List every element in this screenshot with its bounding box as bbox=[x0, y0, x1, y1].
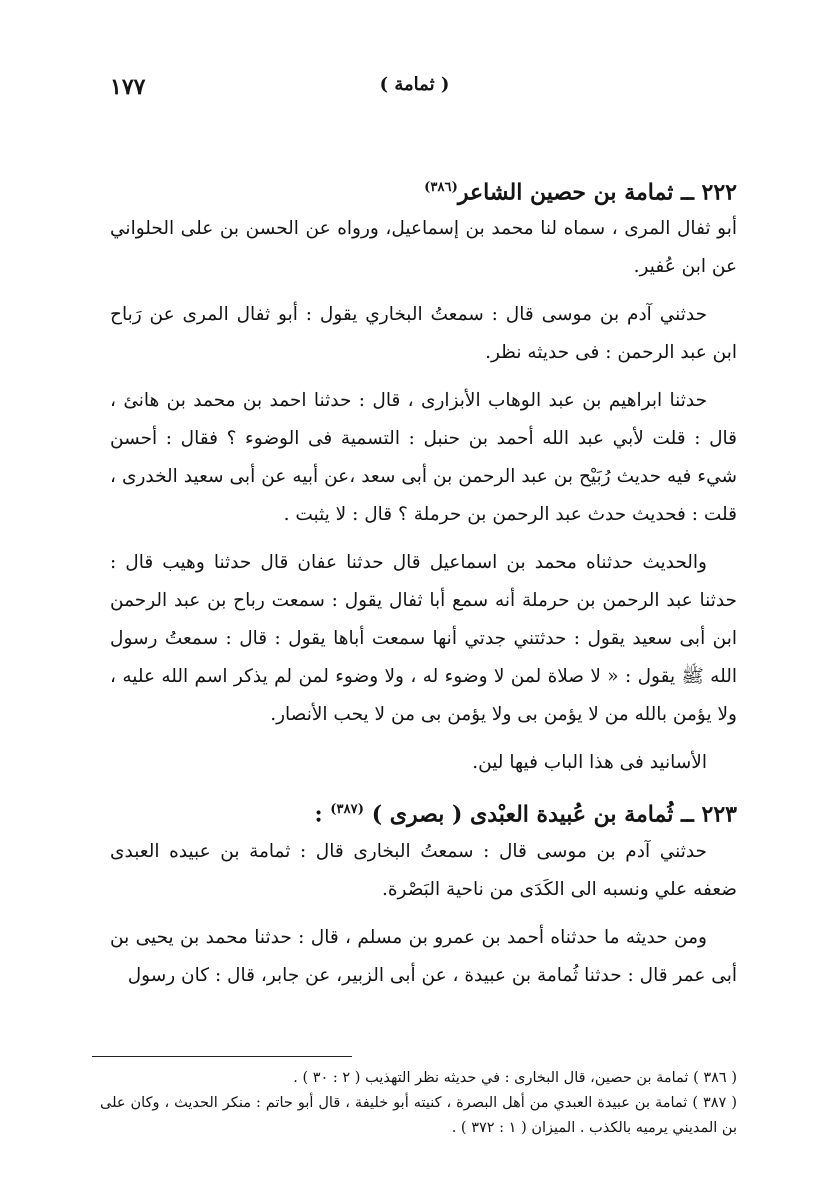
paragraph: أبو ثفال المرى ، سماه لنا محمد بن إسماعيل، ورواه عن الحسن بن على الحلواني عن ابن عُفير. bbox=[110, 218, 737, 278]
main-text bbox=[110, 170, 737, 995]
paragraph: حدثنا ابراهيم بن عبد الوهاب الأبزارى ، قال : حدثنا احمد بن محمد بن هانئ ، قال : قلت لأبي عبد الله أحمد بن حنبل : التسمية فى الوضوء ؟ فقال : أحسن شيء فيه حديث رُبَيْح بن عبد الرحمن بن أبى سعد ،عن أبيه عن أبى سعيد الخدرى ، قلت : فحديث حدث عبد الرحمن بن حرملة ؟ قال : لا يثبت . bbox=[110, 390, 737, 526]
paragraph: حدثني آدم بن موسى قال : سمعتُ البخارى قال : ثمامة بن عبيده العبدى ضعفه علي ونسبه الى الكَدَى من ناحية البَصْرة. bbox=[110, 840, 737, 900]
page-number: ١٧٧ bbox=[110, 74, 146, 100]
entry-heading-223 bbox=[110, 792, 737, 832]
paragraph: والحديث حدثناه محمد بن اسماعيل قال حدثنا عفان قال حدثنا وهيب قال : حدثنا عبد الرحمن بن حرملة أنه سمع أبا ثفال يقول : سمعت رباح بن عبد الرحمن ابن أبى سعيد يقول : حدثتني جدتي أنها سمعت أباها يقول : قال : سمعتُ رسول الله ﷺ يقول : « لا صلاة لمن لا وضوء له ، ولا وضوء لمن لم يذكر اسم الله عليه ، ولا يؤمن بالله من لا يؤمن بى ولا يؤمن بى من لا يحب الأنصار. bbox=[110, 552, 737, 726]
entry-title: ٢٢٣ ــ ثُمامة بن عُبيدة العبْدى ( بصرى ) bbox=[371, 801, 737, 828]
footnote-divider bbox=[92, 1056, 352, 1057]
footnote-ref: (٣٨٦) bbox=[424, 180, 458, 195]
paragraph: حدثني آدم بن موسى قال : سمعتُ البخاري يقول : أبو ثفال المرى عن رَباح ابن عبد الرحمن : فى حديثه نظر. bbox=[110, 304, 737, 364]
footnote-ref: (٣٨٧) bbox=[330, 802, 365, 818]
page-header bbox=[0, 74, 829, 104]
paragraph: الأسانيد فى هذا الباب فيها لين. bbox=[472, 752, 707, 774]
footnote: ( ٣٨٧ ) ثمامة بن عبيدة العبدي من أهل البصرة ، كنيته أبو خليفة ، قال أبو حاتم : منكر الحديث ، وكان على بن المديني يرميه بالكذب . الميزان ( ١ : ٣٧٢ ) . bbox=[100, 1095, 737, 1136]
paragraph: ومن حديثه ما حدثناه أحمد بن عمرو بن مسلم ، قال : حدثنا محمد بن يحيى بن أبى عمر قال : حدثنا ثُمامة بن عبيدة ، عن أبى الزبير، عن جابر، قال : كان رسول bbox=[110, 926, 737, 986]
heading-colon: : bbox=[314, 801, 323, 828]
entry-title: ٢٢٢ ــ ثمامة بن حصين الشاعر bbox=[457, 179, 737, 206]
footnote: ( ٣٨٦ ) ثمامة بن حصين، قال البخارى : في حديثه نظر التهذيب ( ٢ : ٣٠ ) . bbox=[293, 1070, 737, 1086]
entry-heading-222 bbox=[110, 170, 737, 210]
footnotes bbox=[100, 1066, 737, 1141]
running-head: ( ثمامة ) bbox=[379, 74, 450, 95]
